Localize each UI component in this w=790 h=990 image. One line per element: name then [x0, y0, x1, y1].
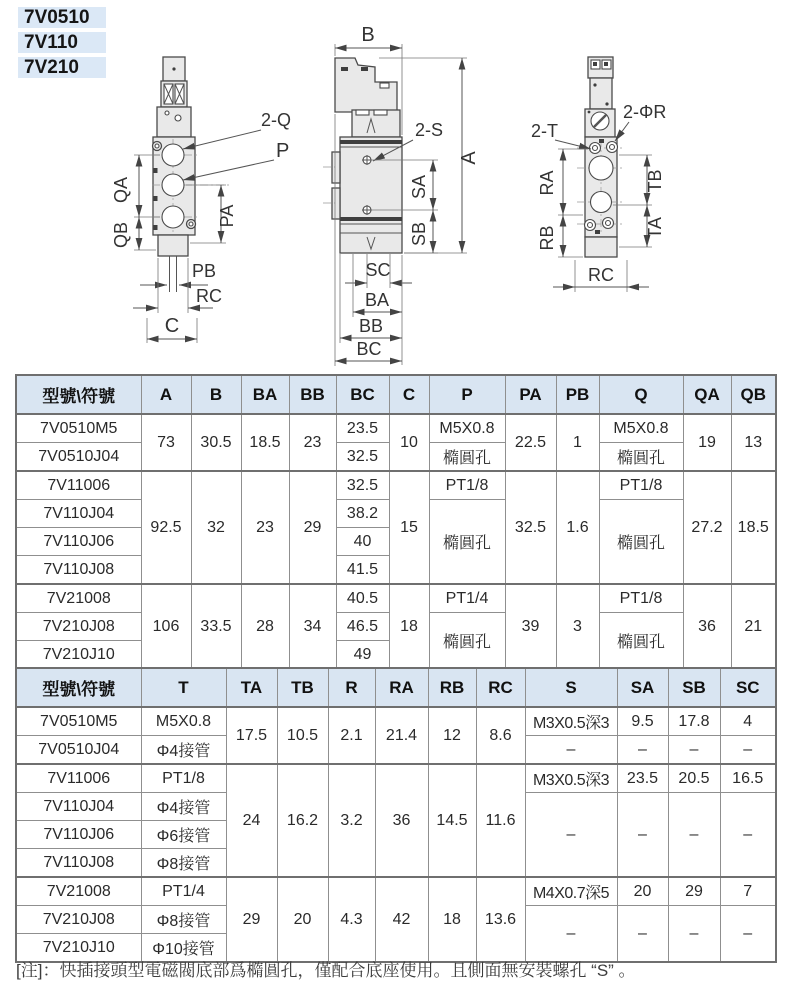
- cell: 橢圓孔: [429, 500, 505, 585]
- cell: M5X0.8: [599, 414, 683, 443]
- cell: 36: [375, 764, 428, 877]
- cell: 橢圓孔: [429, 613, 505, 670]
- cell: 10.5: [277, 707, 328, 764]
- model-badge-7v110: 7V110: [18, 32, 106, 53]
- column-header: RB: [428, 668, 476, 707]
- column-header: 型號\符號: [16, 668, 141, 707]
- port-circle-small: [591, 192, 612, 213]
- cell: 3.2: [328, 764, 375, 877]
- cell: 10: [389, 414, 429, 471]
- model-cell: 7V210J10: [16, 934, 141, 963]
- dim-label-tb: TB: [645, 169, 665, 193]
- cell: 18.5: [731, 471, 776, 584]
- cell: 23: [241, 471, 289, 584]
- cell: 21: [731, 584, 776, 669]
- cell: 18: [389, 584, 429, 669]
- cell: 39: [505, 584, 556, 669]
- table-row: [16, 414, 776, 443]
- cell: 23.5: [336, 414, 389, 443]
- cell: 20: [617, 877, 668, 906]
- model-cell: 7V210J08: [16, 613, 141, 641]
- cell: 3: [556, 584, 599, 669]
- table-row: [16, 764, 776, 793]
- cell: 27.2: [683, 471, 731, 584]
- cell: 20: [277, 877, 328, 962]
- cell: –: [668, 793, 720, 878]
- dim-label-sc: SC: [365, 260, 391, 280]
- cell: –: [720, 793, 776, 878]
- port-circle-p: [162, 174, 184, 196]
- cell: M3X0.5深3: [525, 764, 617, 793]
- model-badge-7v210: 7V210: [18, 57, 106, 78]
- model-cell: 7V0510J04: [16, 443, 141, 472]
- cell: 24: [226, 764, 277, 877]
- column-header: T: [141, 668, 226, 707]
- front-dimensions: [111, 110, 291, 343]
- table-row: [16, 471, 776, 500]
- cell: Φ10接管: [141, 934, 226, 963]
- cell: 1.6: [556, 471, 599, 584]
- back-view-drawing: [525, 40, 790, 325]
- cell: 29: [668, 877, 720, 906]
- cell: –: [525, 793, 617, 878]
- column-header: P: [429, 375, 505, 414]
- column-header: 型號\符號: [16, 375, 141, 414]
- cell: PT1/8: [429, 471, 505, 500]
- table-row: [16, 707, 776, 736]
- cell: 橢圓孔: [429, 443, 505, 472]
- dim-label-rc: RC: [196, 286, 222, 306]
- cell: 23: [289, 414, 336, 471]
- dimension-table-1: [15, 374, 777, 670]
- cell: 32.5: [505, 471, 556, 584]
- model-cell: 7V110J06: [16, 528, 141, 556]
- port-circle-large: [589, 156, 613, 180]
- column-header: C: [389, 375, 429, 414]
- dim-label-c: C: [164, 315, 180, 337]
- column-header: BC: [336, 375, 389, 414]
- column-header: BA: [241, 375, 289, 414]
- dim-label-qa: QA: [111, 176, 131, 204]
- cell: 34: [289, 584, 336, 669]
- cell: 16.5: [720, 764, 776, 793]
- cell: PT1/8: [599, 584, 683, 613]
- cell: 15: [389, 471, 429, 584]
- cell: 18.5: [241, 414, 289, 471]
- model-cell: 7V110J04: [16, 793, 141, 821]
- cell: –: [525, 906, 617, 963]
- dim-label-qb: QB: [111, 221, 131, 249]
- dim-label-ba: BA: [364, 290, 390, 310]
- cell: 46.5: [336, 613, 389, 641]
- cell: –: [617, 736, 668, 765]
- cell: 40: [336, 528, 389, 556]
- cell: 38.2: [336, 500, 389, 528]
- model-cell: 7V0510M5: [16, 707, 141, 736]
- column-header: B: [191, 375, 241, 414]
- side-view-drawing: [305, 20, 520, 370]
- cell: –: [617, 906, 668, 963]
- dim-label-ra: RA: [537, 170, 557, 196]
- cell: –: [668, 736, 720, 765]
- dim-label-rb: RB: [537, 225, 557, 251]
- column-header: SC: [720, 668, 776, 707]
- cell: 21.4: [375, 707, 428, 764]
- cell: 49: [336, 641, 389, 670]
- front-valve-body: [152, 57, 230, 292]
- cell: 2.1: [328, 707, 375, 764]
- model-cell: 7V210J10: [16, 641, 141, 670]
- cell: 42: [375, 877, 428, 962]
- cell: 19: [683, 414, 731, 471]
- cell: 32.5: [336, 471, 389, 500]
- cell: –: [668, 906, 720, 963]
- column-header: PA: [505, 375, 556, 414]
- cell: 17.8: [668, 707, 720, 736]
- cell: 36: [683, 584, 731, 669]
- model-cell: 7V21008: [16, 584, 141, 613]
- footnote: [注]：快插接頭型電磁閥底部爲橢圓孔，僅配合底座使用。且側面無安裝螺孔 “S” 。: [16, 961, 636, 980]
- cell: –: [617, 793, 668, 878]
- cell: 28: [241, 584, 289, 669]
- cell: M5X0.8: [141, 707, 226, 736]
- column-header: Q: [599, 375, 683, 414]
- dim-label-sa: SA: [409, 174, 429, 200]
- cell: PT1/4: [141, 877, 226, 906]
- cell: PT1/8: [141, 764, 226, 793]
- dim-label-2q: 2-Q: [261, 110, 292, 130]
- cell: 16.2: [277, 764, 328, 877]
- cell: 32: [191, 471, 241, 584]
- model-cell: 7V110J06: [16, 821, 141, 849]
- column-header: SB: [668, 668, 720, 707]
- table-header-row: [16, 668, 776, 707]
- dim-label-p: P: [276, 140, 290, 162]
- dim-label-ta: TA: [645, 217, 665, 239]
- cell: 22.5: [505, 414, 556, 471]
- cell: PT1/8: [599, 471, 683, 500]
- column-header: A: [141, 375, 191, 414]
- dim-label-bc: BC: [356, 339, 382, 359]
- front-view-drawing: [80, 40, 310, 370]
- model-badge-7v0510: 7V0510: [18, 7, 106, 28]
- dim-label-rc-back: RC: [588, 265, 614, 285]
- cell: 12: [428, 707, 476, 764]
- cell: Φ8接管: [141, 906, 226, 934]
- column-header: PB: [556, 375, 599, 414]
- cell: Φ8接管: [141, 849, 226, 878]
- cell: 29: [226, 877, 277, 962]
- cell: Φ6接管: [141, 821, 226, 849]
- table-row: [16, 584, 776, 613]
- cell: 30.5: [191, 414, 241, 471]
- column-header: QB: [731, 375, 776, 414]
- model-cell: 7V110J04: [16, 500, 141, 528]
- cell: 106: [141, 584, 191, 669]
- cell: –: [720, 736, 776, 765]
- model-cell: 7V110J08: [16, 849, 141, 878]
- cell: 橢圓孔: [599, 443, 683, 472]
- port-circle: [162, 206, 184, 228]
- cell: PT1/4: [429, 584, 505, 613]
- cell: 13.6: [476, 877, 525, 962]
- column-header: TA: [226, 668, 277, 707]
- table-row: [16, 877, 776, 906]
- cell: M5X0.8: [429, 414, 505, 443]
- column-header: RA: [375, 668, 428, 707]
- cell: 9.5: [617, 707, 668, 736]
- port-circle-q: [162, 144, 184, 166]
- column-header: TB: [277, 668, 328, 707]
- model-cell: 7V0510M5: [16, 414, 141, 443]
- cell: 14.5: [428, 764, 476, 877]
- cell: 92.5: [141, 471, 191, 584]
- cell: –: [720, 906, 776, 963]
- cell: 23.5: [617, 764, 668, 793]
- cell: 41.5: [336, 556, 389, 585]
- dim-label-a: A: [458, 151, 480, 165]
- cell: 17.5: [226, 707, 277, 764]
- column-header: RC: [476, 668, 525, 707]
- column-header: SA: [617, 668, 668, 707]
- dim-label-pb: PB: [192, 261, 217, 281]
- back-valve-body: [577, 57, 625, 257]
- cell: 4.3: [328, 877, 375, 962]
- cell: 20.5: [668, 764, 720, 793]
- model-cell: 7V11006: [16, 764, 141, 793]
- cell: Φ4接管: [141, 736, 226, 765]
- column-header: BB: [289, 375, 336, 414]
- cell: 18: [428, 877, 476, 962]
- cell: 橢圓孔: [599, 613, 683, 670]
- cell: 33.5: [191, 584, 241, 669]
- cell: M3X0.5深3: [525, 707, 617, 736]
- model-cell: 7V21008: [16, 877, 141, 906]
- cell: 40.5: [336, 584, 389, 613]
- cell: M4X0.7深5: [525, 877, 617, 906]
- cell: 橢圓孔: [599, 500, 683, 585]
- dim-label-sb: SB: [409, 221, 429, 247]
- cell: –: [525, 736, 617, 765]
- model-cell: 7V11006: [16, 471, 141, 500]
- cell: 8.6: [476, 707, 525, 764]
- cell: 7: [720, 877, 776, 906]
- table-header-row: [16, 375, 776, 414]
- cell: 4: [720, 707, 776, 736]
- dim-label-bb: BB: [358, 316, 384, 336]
- cell: 13: [731, 414, 776, 471]
- cell: 11.6: [476, 764, 525, 877]
- dimension-table-2: [15, 667, 777, 963]
- column-header: S: [525, 668, 617, 707]
- model-cell: 7V210J08: [16, 906, 141, 934]
- dim-label-2s: 2-S: [415, 120, 444, 140]
- dim-label-b: B: [361, 24, 375, 46]
- column-header: QA: [683, 375, 731, 414]
- cell: 32.5: [336, 443, 389, 472]
- cell: 73: [141, 414, 191, 471]
- dim-label-pa: PA: [217, 204, 237, 228]
- cell: 29: [289, 471, 336, 584]
- column-header: R: [328, 668, 375, 707]
- model-cell: 7V0510J04: [16, 736, 141, 765]
- cell: 1: [556, 414, 599, 471]
- dim-label-2phir: 2-ΦR: [623, 102, 667, 122]
- dim-label-2t: 2-T: [531, 121, 558, 141]
- model-cell: 7V110J08: [16, 556, 141, 585]
- cell: Φ4接管: [141, 793, 226, 821]
